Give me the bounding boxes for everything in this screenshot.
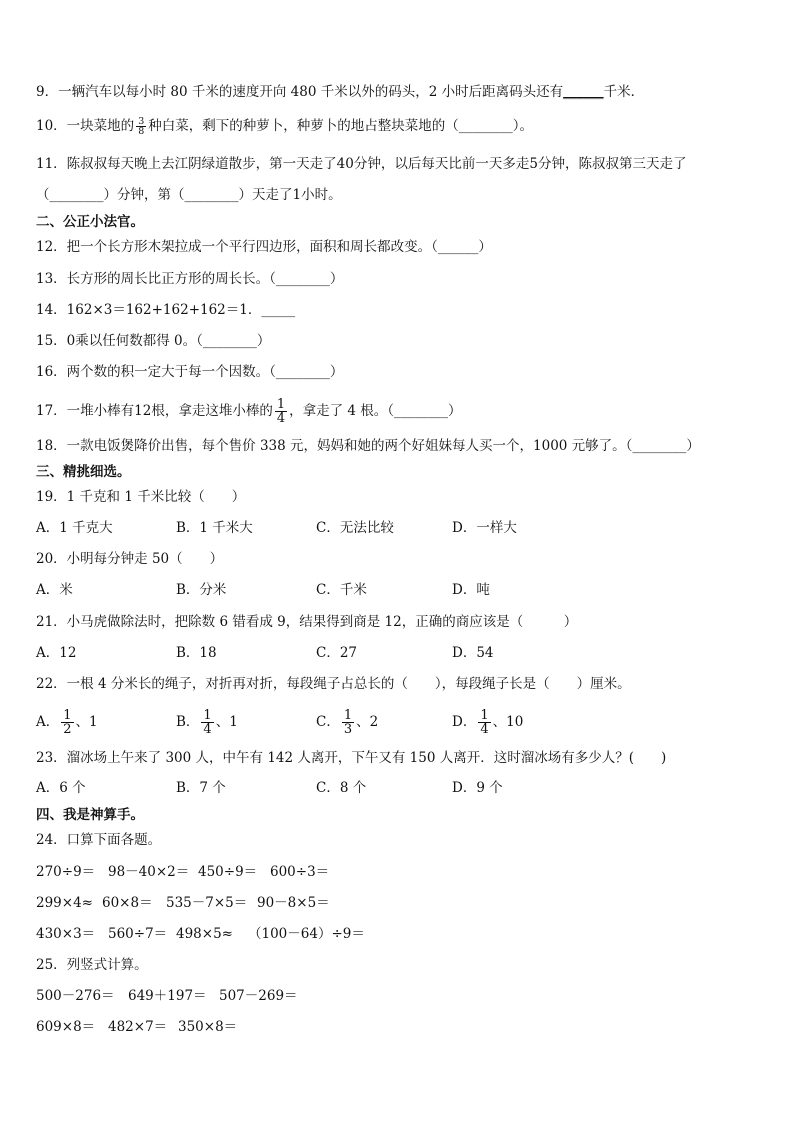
- fraction: [61, 709, 73, 736]
- calc-item: 350×8＝: [178, 1019, 238, 1035]
- option-label: B．: [176, 714, 200, 730]
- option-c[interactable]: C．无法比较: [316, 520, 394, 536]
- math-item: 90－8×5＝: [257, 895, 330, 911]
- option-a[interactable]: A．1 千克大: [36, 520, 113, 536]
- math-item: （100－64）÷9＝: [248, 926, 365, 942]
- option-c[interactable]: C．27: [316, 645, 358, 661]
- fraction-numerator: 1: [343, 708, 353, 723]
- math-item: 60×8＝: [102, 895, 153, 911]
- option-c[interactable]: C．千米: [316, 582, 367, 598]
- fraction-numerator: 1: [63, 708, 72, 723]
- option-b[interactable]: B．1 千米大: [176, 520, 253, 536]
- math-item: 450÷9＝: [198, 864, 258, 880]
- math-item: 498×5≈: [176, 926, 233, 942]
- question-22-stem: 22．一根 4 分米长的绳子，对折再对折，每段绳子占总长的（ ），每段绳子长是（ ）厘米。: [36, 676, 631, 692]
- fraction-numerator: 1: [203, 708, 212, 723]
- question-10-text-b: 种白菜，剩下的种萝卜，种萝卜的地占整块菜地的（________）。: [148, 118, 533, 134]
- option-b[interactable]: B．分米: [176, 582, 227, 598]
- math-item: 600÷3＝: [270, 864, 330, 880]
- option-d[interactable]: D．54: [452, 645, 494, 661]
- question-17-text-a: 17．一堆小棒有12根，拿走这堆小棒的: [36, 403, 273, 419]
- option-d[interactable]: D．吨: [452, 582, 490, 598]
- fraction: [136, 117, 146, 137]
- question-24-stem: 24．口算下面各题。: [36, 832, 162, 848]
- option-d[interactable]: [452, 709, 523, 736]
- math-item: 535－7×5＝: [166, 895, 248, 911]
- fraction-denominator: 3: [343, 722, 353, 737]
- question-22-options: [36, 702, 764, 736]
- calc-item: 609×8＝: [36, 1019, 96, 1035]
- question-11-line-2: （________）分钟，第（________）天走了1小时。: [36, 187, 342, 203]
- option-a[interactable]: [36, 709, 98, 736]
- math-item: 430×3＝: [36, 926, 96, 942]
- math-item: 560÷7＝: [108, 926, 168, 942]
- option-c[interactable]: [316, 709, 378, 736]
- option-d[interactable]: D．一样大: [452, 520, 517, 536]
- option-tail: 、2: [356, 714, 379, 730]
- question-18: 18．一款电饭煲降价出售，每个售价 338 元，妈妈和她的两个好姐妹每人买一个，1000 元够了。（________）: [36, 438, 700, 454]
- fraction-numerator: 3: [138, 115, 145, 127]
- math-item: 299×4≈: [36, 895, 93, 911]
- question-9-text: 9．一辆汽车以每小时 80 千米的速度开向 480 千米以外的码头，2 小时后距离码头还有: [36, 84, 564, 100]
- question-13: 13．长方形的周长比正方形的周长长。（________）: [36, 271, 344, 287]
- option-label: A．: [36, 714, 60, 730]
- math-item: 270÷9＝: [36, 864, 96, 880]
- fraction: [478, 709, 490, 736]
- option-b[interactable]: B．18: [176, 645, 217, 661]
- question-10-text-a: 10．一块菜地的: [36, 118, 135, 134]
- option-b[interactable]: B．7 个: [176, 780, 226, 796]
- fraction-denominator: 8: [138, 126, 145, 137]
- question-21-stem: 21．小马虎做除法时，把除数 6 错看成 9，结果得到商是 12，正确的商应该是（ ）: [36, 614, 578, 630]
- question-12: 12．把一个长方形木架拉成一个平行四边形，面积和周长都改变。（______）: [36, 239, 492, 255]
- math-item: 98－40×2＝: [108, 864, 190, 880]
- fraction-denominator: 4: [480, 722, 489, 737]
- question-17-text-b: ，拿走了 4 根。（________）: [289, 403, 462, 419]
- question-9-unit: 千米．: [603, 84, 645, 100]
- fraction: [275, 398, 287, 425]
- question-23-stem: 23．溜冰场上午来了 300 人，中午有 142 人离开，下午又有 150 人离开．这时溜冰场有多少人？( ): [36, 750, 667, 766]
- answer-blank[interactable]: ______: [563, 84, 604, 100]
- section-heading-2: 二、公正小法官。: [36, 214, 144, 230]
- option-a[interactable]: A．6 个: [36, 780, 86, 796]
- option-b[interactable]: [176, 709, 238, 736]
- fraction-numerator: 1: [480, 708, 489, 723]
- option-c[interactable]: C．8 个: [316, 780, 367, 796]
- question-19-stem: 19．1 千克和 1 千米比较（ ）: [36, 489, 246, 505]
- question-10: [36, 116, 764, 137]
- fraction: [201, 709, 213, 736]
- question-20-stem: 20．小明每分钟走 50（ ）: [36, 551, 224, 567]
- option-a[interactable]: A．12: [36, 645, 77, 661]
- option-tail: 、10: [492, 714, 524, 730]
- option-tail: 、1: [75, 714, 98, 730]
- option-tail: 、1: [215, 714, 238, 730]
- fraction-numerator: 1: [276, 397, 286, 412]
- calc-item: 649＋197＝: [128, 988, 207, 1004]
- calc-item: 507－269＝: [219, 988, 298, 1004]
- section-heading-4: 四、我是神算手。: [36, 807, 144, 823]
- question-15: 15．0乘以任何数都得 0。（________）: [36, 333, 271, 349]
- option-label: D．: [452, 714, 477, 730]
- section-heading-3: 三、精挑细选。: [36, 464, 131, 480]
- question-16: 16．两个数的积一定大于每一个因数。（________）: [36, 364, 344, 380]
- question-14: 14．162×3＝162+162+162＝1．_____: [36, 302, 296, 318]
- question-11-line-1: 11．陈叔叔每天晚上去江阴绿道散步，第一天走了40分钟，以后每天比前一天多走5分钟，陈叔叔第三天走了: [36, 156, 687, 172]
- question-17: [36, 398, 764, 425]
- option-a[interactable]: A．米: [36, 582, 73, 598]
- fraction-denominator: 4: [276, 411, 286, 426]
- fraction: [342, 709, 354, 736]
- calc-item: 482×7＝: [108, 1019, 168, 1035]
- question-9: [36, 82, 764, 102]
- fraction-denominator: 2: [63, 722, 72, 737]
- option-label: C．: [316, 714, 340, 730]
- fraction-denominator: 4: [203, 722, 212, 737]
- option-d[interactable]: D．9 个: [452, 780, 503, 796]
- question-25-stem: 25．列竖式计算。: [36, 957, 148, 973]
- calc-item: 500－276＝: [36, 988, 115, 1004]
